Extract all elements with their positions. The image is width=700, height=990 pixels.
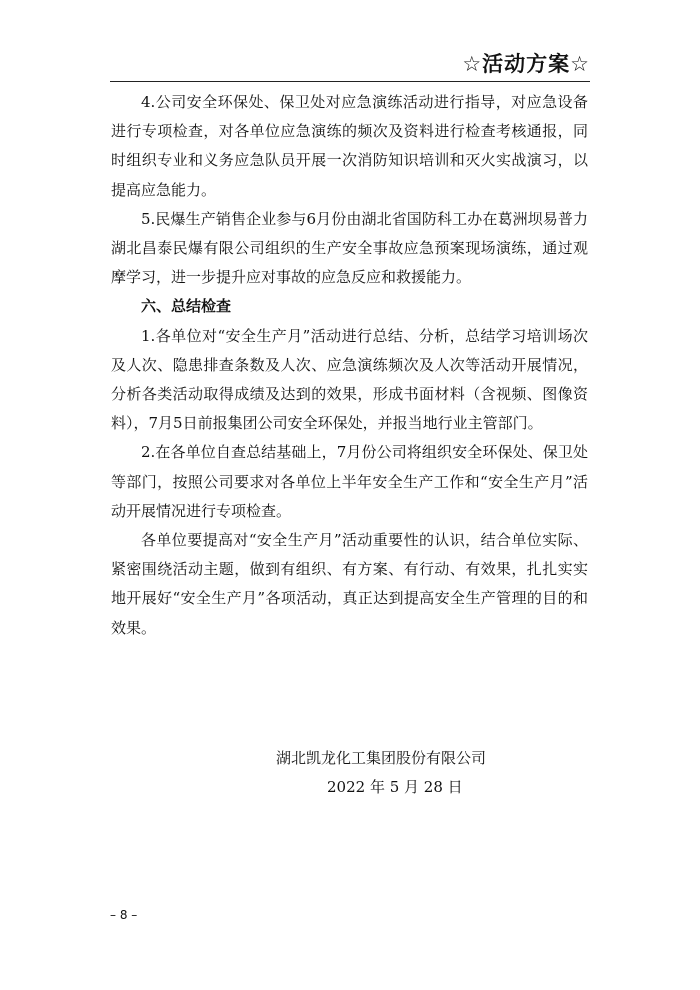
page-number: – 8 – — [110, 908, 138, 922]
paragraph-closing: 各单位要提高对“安全生产月”活动重要性的认识，结合单位实际、紧密围绕活动主题，做到有组织、有方案、有行动、有效果，扎扎实实地开展好“安全生产月”各项活动，真正达到提高安全生产管理的目的和效果。 — [111, 531, 588, 637]
section-heading-summary-check: 六、总结检查 — [141, 297, 232, 316]
signature-date: 2022 年 5 月 28 日 — [327, 778, 463, 796]
signature-company: 湖北凯龙化工集团股份有限公司 — [276, 749, 487, 767]
header-title: ☆活动方案☆ — [462, 52, 590, 76]
paragraph-item-5: 5.民爆生产销售企业参与6月份由湖北省国防科工办在葛洲坝易普力湖北昌泰民爆有限公司组织的生产安全事故应急预案现场演练，通过观摩学习，进一步提升应对事故的应急反应和救援能力。 — [111, 209, 588, 287]
paragraph-summary-2: 2.在各单位自查总结基础上，7月份公司将组织安全环保处、保卫处等部门，按照公司要求对各单位上半年安全生产工作和“安全生产月”活动开展情况进行专项检查。 — [111, 443, 588, 520]
paragraph-summary-1: 1.各单位对“安全生产月”活动进行总结、分析，总结学习培训场次及人次、隐患排查条数及人次、应急演练频次及人次等活动开展情况，分析各类活动取得成绩及达到的效果，形成书面材料（含视频、图像资料），7月5日前报集团公司安全环保处，并报当地行业主管部门。 — [111, 326, 588, 433]
document-body — [111, 88, 588, 643]
page-header — [110, 50, 590, 82]
paragraph-item-4: 4.公司安全环保处、保卫处对应急演练活动进行指导，对应急设备进行专项检查，对各单位应急演练的频次及资料进行检查考核通报，同时组织专业和义务应急队员开展一次消防知识培训和灭火实战演习，以提高应急能力。 — [111, 93, 588, 199]
